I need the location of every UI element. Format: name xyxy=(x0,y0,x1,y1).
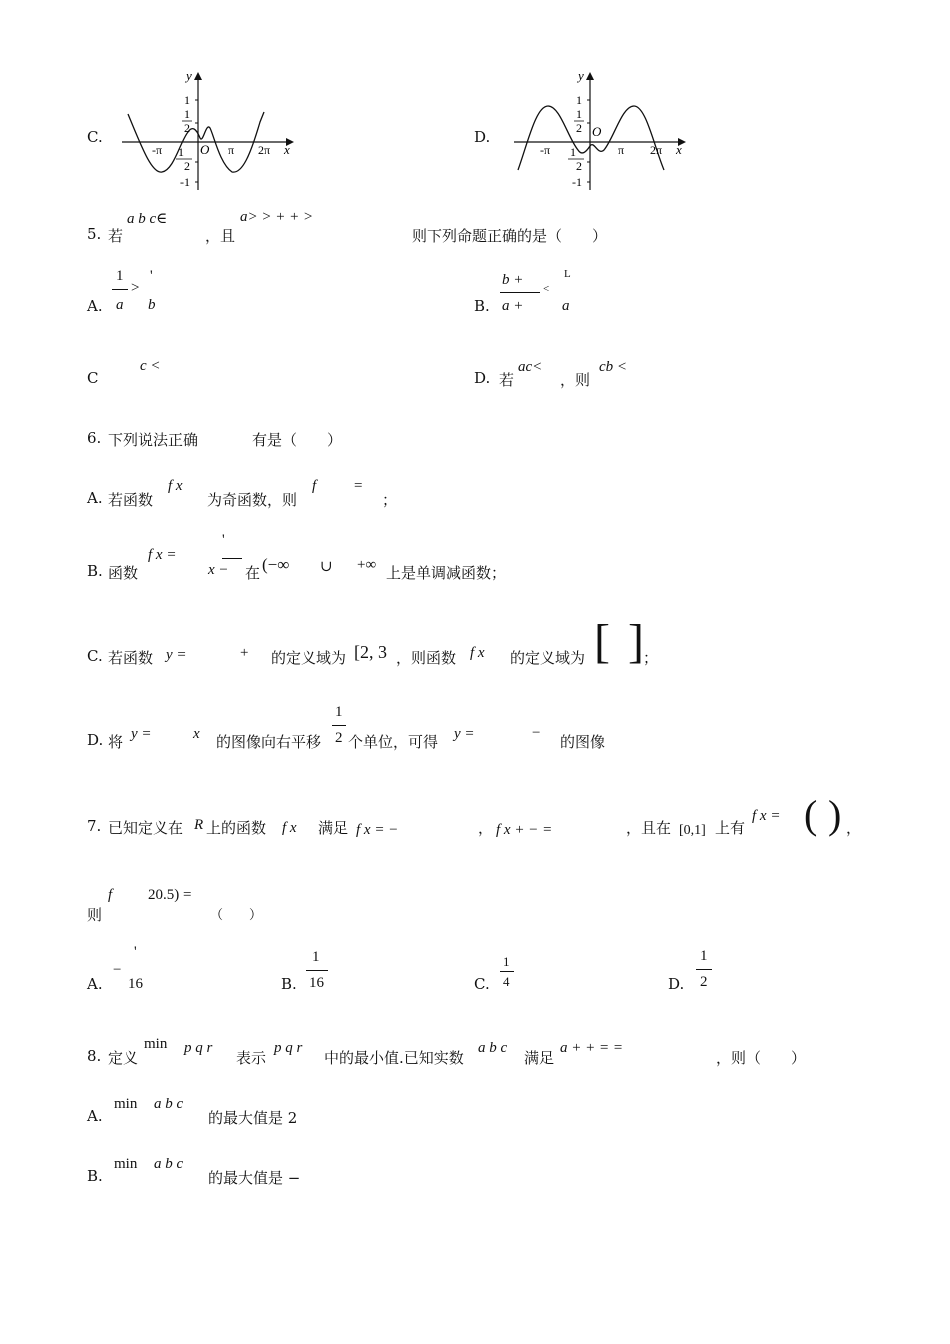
q6-b-t2: 在 xyxy=(245,564,261,582)
graph-d-tick-pi: π xyxy=(618,143,625,157)
q7-d-num: 1 xyxy=(700,948,708,964)
q7-end: ， xyxy=(846,819,862,837)
q5-a-fraction-bar xyxy=(112,289,128,290)
graph-d-tick-half-den: 2 xyxy=(576,121,582,135)
q5-option-a-label: A. xyxy=(87,297,103,315)
q6-b-f1: f x = xyxy=(148,547,177,563)
q8-b-text: 的最大值是 − xyxy=(208,1169,301,1187)
q6-d-t2: 的图像向右平移 xyxy=(216,733,322,751)
q5-a-den-b: b xyxy=(148,297,156,313)
q7-b-den: 16 xyxy=(309,975,324,991)
q7-t2: 上的函数 xyxy=(206,819,267,837)
graph-d-x-label: x xyxy=(676,142,682,157)
q8-t4: 满足 xyxy=(524,1049,555,1067)
q7-then: 则 xyxy=(87,906,103,924)
q6-d-x: x xyxy=(193,726,200,742)
graph-c-tick-neg-half-den: 2 xyxy=(184,159,190,173)
q6-b-t1: 函数 xyxy=(108,564,139,582)
q8-min: min xyxy=(144,1036,168,1052)
q4-graph-c xyxy=(118,66,298,194)
graph-d-tick-2pi: 2π xyxy=(650,143,663,157)
q7-option-a-label: A. xyxy=(87,975,103,993)
q6-c-t4: 的定义域为 xyxy=(510,649,586,667)
q7-b-fraction-bar xyxy=(306,970,328,971)
q8-b-min: min xyxy=(114,1156,138,1172)
q6-stem-a: 下列说法正确 xyxy=(108,431,199,449)
q5-stem-prefix: 若 xyxy=(108,227,124,245)
q5-a-den-a: a xyxy=(116,297,124,313)
q8-a-abc: a b c xyxy=(154,1096,184,1112)
graph-c-tick-pi: π xyxy=(228,143,235,157)
q7-brace-right: ) xyxy=(828,792,842,837)
q8-t3: 中的最小值.已知实数 xyxy=(324,1049,464,1067)
q4-option-d-label: D. xyxy=(474,128,491,146)
q6-d-minus: − xyxy=(532,725,541,741)
q7-f1: f x xyxy=(282,820,297,836)
graph-c-y-label: y xyxy=(186,68,192,83)
graph-d-tick-neg-half-den: 2 xyxy=(576,159,582,173)
graph-d-y-label: y xyxy=(578,68,584,83)
q6-d-fraction-bar xyxy=(332,725,346,726)
q5-stem-condition: a> > + + > xyxy=(240,209,314,225)
q8-number: 8. xyxy=(87,1047,102,1065)
graph-c-tick-neg-half-num: 1 xyxy=(178,145,184,159)
q6-c-f1: f x xyxy=(470,645,485,661)
q6-b-tick: ' xyxy=(222,532,225,548)
graph-c-tick-half-num: 1 xyxy=(184,107,190,121)
q6-stem-b: 有是（ ） xyxy=(252,431,343,449)
graph-c-tick-1: 1 xyxy=(184,93,190,107)
q8-t5: ，则（ ） xyxy=(716,1049,807,1067)
q8-a-text: 的最大值是 2 xyxy=(208,1109,298,1127)
q6-a-end: ； xyxy=(382,491,398,509)
q6-b-t3: 上是单调减函数； xyxy=(386,564,507,582)
q5-b-numerator: b + xyxy=(502,272,524,288)
q5-c-expr: c < xyxy=(140,358,161,374)
q5-b-small: L xyxy=(564,268,571,280)
q7-a-tick: ' xyxy=(134,944,137,960)
graph-c-tick-neg-1: -1 xyxy=(180,175,190,189)
q7-cond3: f x = xyxy=(752,808,781,824)
q6-option-c-label: C. xyxy=(87,647,103,665)
q8-a-min: min xyxy=(114,1096,138,1112)
q6-c-t2: 的定义域为 xyxy=(271,649,347,667)
q6-d-t3: 个单位，可得 xyxy=(348,733,439,751)
q8-pqr: p q r xyxy=(184,1040,213,1056)
q7-option-d-label: D. xyxy=(668,975,685,993)
q6-d-frac-den: 2 xyxy=(335,730,343,746)
q8-t1: 定义 xyxy=(108,1049,139,1067)
q5-d-cond: ac< xyxy=(518,359,543,375)
graph-c-tick-2pi: 2π xyxy=(258,143,271,157)
graph-d-tick-neg-half-num: 1 xyxy=(570,145,576,159)
q7-c-den: 4 xyxy=(503,974,510,989)
q7-t4: ，且在 xyxy=(626,819,672,837)
q6-number: 6. xyxy=(87,429,102,447)
q6-d-y2: y = xyxy=(454,726,475,742)
q6-c-t1: 若函数 xyxy=(108,649,154,667)
graph-d-origin: O xyxy=(592,124,602,139)
q8-pqr2: p q r xyxy=(274,1040,303,1056)
graph-c-origin: O xyxy=(200,142,210,157)
graph-c-tick-half-den: 2 xyxy=(184,121,190,135)
q6-d-t4: 的图像 xyxy=(560,733,606,751)
q5-b-right-den: a xyxy=(562,298,570,314)
graph-d-tick-half-num: 1 xyxy=(576,107,582,121)
q7-b-num: 1 xyxy=(312,949,320,965)
q7-value: 20.5) = xyxy=(148,887,192,903)
q8-t2: 表示 xyxy=(236,1049,267,1067)
q7-number: 7. xyxy=(87,817,102,835)
q6-d-t1: 将 xyxy=(108,733,124,751)
q7-option-b-label: B. xyxy=(281,975,297,993)
q6-b-fraction-bar xyxy=(222,558,242,559)
q5-d-mid: ，则 xyxy=(560,371,591,389)
q6-c-plus: + xyxy=(240,645,249,661)
q6-b-interval-open: (−∞ xyxy=(262,555,290,574)
q7-c-fraction-bar xyxy=(500,971,514,972)
q6-c-bracket-left: [ xyxy=(594,615,610,668)
q6-c-bracket-right: ] xyxy=(628,615,644,668)
q6-a-f2: f xyxy=(312,478,317,494)
graph-d-tick-neg-pi: -π xyxy=(540,143,551,157)
q7-f2: f xyxy=(108,887,113,903)
q6-c-y: y = xyxy=(166,647,187,663)
q5-d-pre: 若 xyxy=(499,371,515,389)
q8-condition: a + + = = xyxy=(560,1040,623,1056)
q5-a-numerator: 1 xyxy=(116,268,124,284)
q7-cond1: f x = − xyxy=(356,822,399,838)
graph-c-x-label: x xyxy=(284,142,290,157)
q8-abc: a b c xyxy=(478,1040,508,1056)
q6-c-t3: ，则函数 xyxy=(396,649,457,667)
q6-d-frac-num: 1 xyxy=(335,704,343,720)
q5-b-fraction-bar xyxy=(500,292,540,293)
q6-b-cup: ∪ xyxy=(320,559,333,575)
q6-option-b-label: B. xyxy=(87,562,103,580)
graph-c-tick-neg-pi: -π xyxy=(152,143,163,157)
q7-comma: ， xyxy=(478,819,494,837)
q5-number: 5. xyxy=(87,225,102,243)
q5-a-gt: > xyxy=(131,280,140,296)
graph-d-tick-neg-1: -1 xyxy=(572,175,582,189)
q7-R: R xyxy=(194,817,204,833)
q5-option-d-label: D. xyxy=(474,369,491,387)
graph-d-tick-1: 1 xyxy=(576,93,582,107)
q6-option-d-label: D. xyxy=(87,731,104,749)
q7-c-num: 1 xyxy=(503,954,510,969)
q6-a-t1: 若函数 xyxy=(108,491,154,509)
q5-a-tick: ' xyxy=(150,268,153,284)
q8-option-b-label: B. xyxy=(87,1167,103,1185)
q7-d-fraction-bar xyxy=(696,969,712,970)
q5-b-denominator: a + xyxy=(502,298,524,314)
q7-t1: 已知定义在 xyxy=(108,819,184,837)
q8-b-abc: a b c xyxy=(154,1156,184,1172)
q5-d-conclusion: cb < xyxy=(599,359,628,375)
q5-option-c-label: C xyxy=(87,369,99,387)
q7-a-den: 16 xyxy=(128,976,143,992)
q5-b-rel: < xyxy=(543,283,550,295)
q5-option-b-label: B. xyxy=(474,297,490,315)
q7-option-c-label: C. xyxy=(474,975,490,993)
q7-d-den: 2 xyxy=(700,974,708,990)
q6-c-domain: [2, 3 xyxy=(354,642,387,662)
q5-stem-and: ，且 xyxy=(205,227,236,245)
q5-stem-vars: a b c∈ xyxy=(127,211,168,227)
q7-interval: [0,1] xyxy=(679,823,706,838)
q6-a-t2: 为奇函数，则 xyxy=(207,491,298,509)
q4-option-c-label: C. xyxy=(87,128,103,146)
q6-c-end: ； xyxy=(643,649,659,667)
q4-graph-d xyxy=(510,66,690,194)
q8-option-a-label: A. xyxy=(87,1107,103,1125)
q7-t3: 满足 xyxy=(318,819,349,837)
q6-option-a-label: A. xyxy=(87,489,103,507)
q7-a-minus: − xyxy=(113,962,122,978)
q6-b-den: x − xyxy=(208,562,229,578)
q7-cond2: f x + − = xyxy=(496,822,553,838)
q7-brace-left: ( xyxy=(804,792,818,837)
q6-a-f1: f x xyxy=(168,478,183,494)
q6-d-y1: y = xyxy=(131,726,152,742)
q5-stem-suffix: 则下列命题正确的是（ ） xyxy=(412,227,608,245)
q6-a-eq: = xyxy=(354,478,363,494)
q7-paren: （ ） xyxy=(210,908,263,923)
q6-b-plus-inf: +∞ xyxy=(357,557,377,573)
q7-t5: 上有 xyxy=(715,819,746,837)
